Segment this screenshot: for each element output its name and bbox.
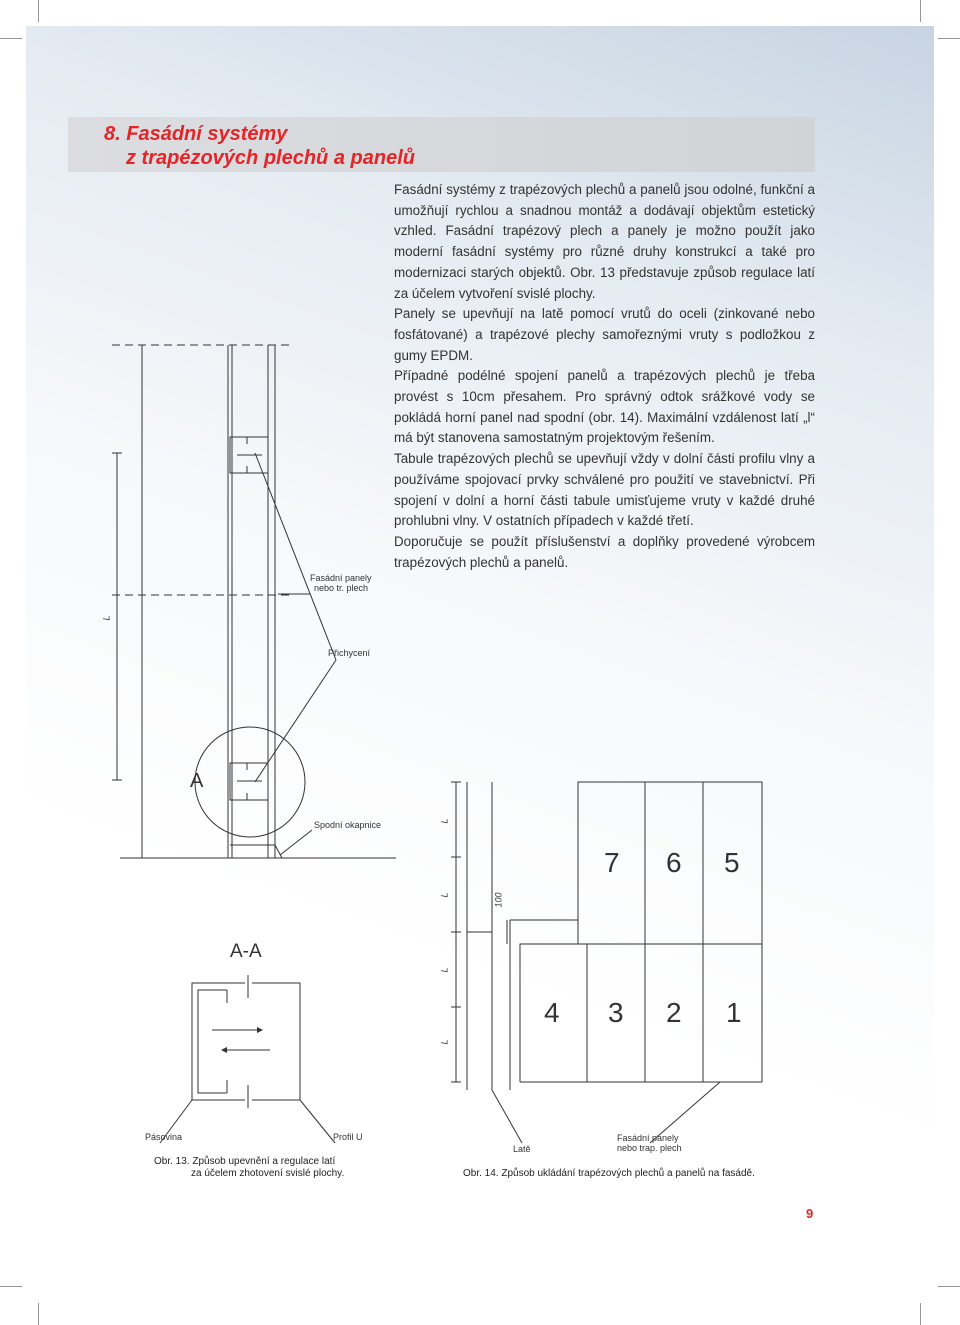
figure14-caption: Obr. 14. Způsob ukládání trapézových plechů a panelů na fasádě. bbox=[463, 1168, 755, 1179]
label-dimension-l: L bbox=[101, 615, 112, 621]
label-line: Fasádní panely bbox=[310, 573, 372, 583]
section-title-line2: z trapézových plechů a panelů bbox=[126, 147, 415, 169]
paragraph: Případné podélné spojení panelů a trapézových plechů je třeba provést s 10cm přesahem. Pro správný odtok srážkové vody se pokládá horní panel nad spodní (obr. 14). Maximální vzdálenost latí „l“ má být stanovena samostatným projektovým řešením. bbox=[394, 368, 815, 446]
dim-label-l: L bbox=[439, 892, 450, 898]
label-battens: Latě bbox=[513, 1144, 531, 1154]
page-number: 9 bbox=[806, 1206, 814, 1221]
panel-number: 2 bbox=[666, 997, 682, 1028]
label-section-aa: A-A bbox=[230, 941, 262, 962]
overlap-label: 100 bbox=[493, 892, 504, 908]
paragraph: Fasádní systémy z trapézových plechů a panelů jsou odolné, funkční a umožňují rychlou a snadnou montáž a dodávají objektům estetický vzhled. Fasádní trapézový plech a panely je možno použít jako moderní fasádní systémy pro různé druhy konstrukcí a také pro modernizaci starých objektů. Obr. 13 představuje způsob regulace latí za účelem vytvoření svislé plochy. bbox=[394, 182, 815, 301]
label-bottom-flashing: Spodní okapnice bbox=[314, 820, 382, 830]
paragraph: Tabule trapézových plechů se upevňují vždy v dolní části profilu vlny a používáme spojovací prvky schválené pro použití ve stavebnictví. Při spojení v dolní a horní části tabule umisťujeme vruty v každé druhé prohlubni vlny. V ostatních případech v každé třetí. bbox=[394, 451, 815, 529]
label-facade-panels-14 bbox=[617, 1133, 682, 1153]
label-line: nebo trap. plech bbox=[617, 1143, 682, 1153]
panel-number: 5 bbox=[724, 847, 740, 878]
panel-number: 4 bbox=[544, 997, 560, 1028]
panel-number: 7 bbox=[604, 847, 620, 878]
dim-label-l: L bbox=[439, 1039, 450, 1045]
figure13-caption-line1: Obr. 13. Způsob upevnění a regulace latí bbox=[154, 1156, 336, 1167]
dim-label-l: L bbox=[439, 818, 450, 824]
label-facade-panels bbox=[310, 573, 372, 593]
label-fixing: Přichycení bbox=[328, 648, 371, 658]
panel-number: 6 bbox=[666, 847, 682, 878]
label-strip: Pásovina bbox=[145, 1132, 183, 1142]
figure13-caption-line2: za účelem zhotovení svislé plochy. bbox=[191, 1168, 345, 1179]
panel-number: 1 bbox=[726, 997, 742, 1028]
dim-label-l: L bbox=[439, 967, 450, 973]
label-u-profile: Profil U bbox=[333, 1132, 363, 1142]
figure13-section bbox=[160, 975, 335, 1143]
panel-number: 3 bbox=[608, 997, 624, 1028]
paragraph: Panely se upevňují na latě pomocí vrutů do oceli (zinkované nebo fosfátované) a trapézové plechy samořeznými vruty s podložkou z gumy EPDM. bbox=[394, 306, 815, 363]
section-title-line1: 8. Fasádní systémy bbox=[104, 123, 288, 145]
paragraph: Doporučuje se použít příslušenství a doplňky provedené výrobcem trapézových plechů a panelů. bbox=[394, 533, 815, 570]
figure13-elevation bbox=[112, 345, 396, 858]
figure14-layout bbox=[451, 782, 762, 1143]
label-detail-a: A bbox=[190, 770, 204, 792]
label-line: Fasádní panely bbox=[617, 1133, 679, 1143]
label-line: nebo tr. plech bbox=[313, 583, 368, 593]
